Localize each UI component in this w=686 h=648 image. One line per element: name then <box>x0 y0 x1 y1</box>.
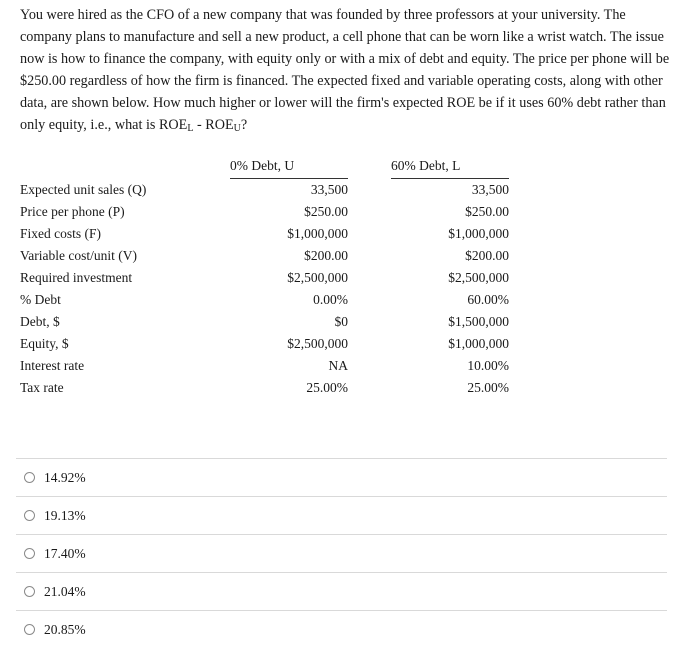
value-l: $1,000,000 <box>448 336 509 351</box>
answer-option[interactable] <box>16 496 667 534</box>
table-row <box>20 245 509 267</box>
answer-option-label: 21.04% <box>44 583 86 599</box>
gap-cell <box>348 311 391 333</box>
radio-button[interactable] <box>24 586 35 597</box>
value-l: 25.00% <box>467 380 509 395</box>
value-u: 33,500 <box>310 182 348 197</box>
question-end: ? <box>240 117 248 133</box>
gap-cell <box>348 377 391 399</box>
row-label: Fixed costs (F) <box>20 226 101 241</box>
gap-cell <box>348 267 391 289</box>
value-u: $200.00 <box>304 248 348 263</box>
question-body: You were hired as the CFO of a new company that was founded by three professors at your university. The company plans to manufacture and sell a new product, a cell phone that can be worn like a wrist watch. The issue now is how to finance the company, with equity only or with a mix of debt and equity. The price per phone will be $250.00 regardless of how the firm is financed. The expected fixed and variable operating costs, along with other data, are shown below. How much higher or lower will the firm's expected ROE be if it uses 60% debt rather than only equity, i.e., what is ROE <box>20 7 670 133</box>
column-header-u <box>230 158 348 179</box>
value-l: 33,500 <box>471 182 509 197</box>
answer-choices <box>16 458 667 648</box>
row-label: Tax rate <box>20 380 64 395</box>
gap-cell <box>348 289 391 311</box>
value-u: $2,500,000 <box>287 270 348 285</box>
value-l: $2,500,000 <box>448 270 509 285</box>
gap-cell <box>348 179 391 202</box>
table-row <box>20 201 509 223</box>
gap-cell <box>348 355 391 377</box>
radio-button[interactable] <box>24 472 35 483</box>
value-l: 60.00% <box>467 292 509 307</box>
row-label: Required investment <box>20 270 133 285</box>
row-label: Price per phone (P) <box>20 204 125 219</box>
row-label: Equity, $ <box>20 336 69 351</box>
gap-cell <box>348 201 391 223</box>
table-row <box>20 223 509 245</box>
table-header-row <box>20 158 509 179</box>
column-header-u-label: 0% Debt, U <box>230 158 295 173</box>
subscript-l: L <box>187 123 194 134</box>
answer-option[interactable] <box>16 534 667 572</box>
row-label: Interest rate <box>20 358 85 373</box>
value-l: $1,500,000 <box>448 314 509 329</box>
value-u: $250.00 <box>304 204 348 219</box>
value-u: $2,500,000 <box>287 336 348 351</box>
value-u: 25.00% <box>306 380 348 395</box>
table-row <box>20 179 509 202</box>
value-u: 0.00% <box>313 292 348 307</box>
value-u: $1,000,000 <box>287 226 348 241</box>
row-label: % Debt <box>20 292 61 307</box>
table-body <box>20 179 509 400</box>
question-minus: - ROE <box>193 117 234 133</box>
table-row <box>20 333 509 355</box>
answer-option[interactable] <box>16 458 667 496</box>
value-l: $250.00 <box>465 204 509 219</box>
table-row <box>20 377 509 399</box>
gap-cell <box>348 245 391 267</box>
table-row <box>20 311 509 333</box>
table-row <box>20 355 509 377</box>
data-table <box>20 158 509 399</box>
answer-option-label: 14.92% <box>44 469 86 485</box>
question-text <box>20 4 670 136</box>
answer-option-label: 19.13% <box>44 507 86 523</box>
answer-option[interactable] <box>16 572 667 610</box>
value-l: 10.00% <box>467 358 509 373</box>
radio-button[interactable] <box>24 548 35 559</box>
row-label: Debt, $ <box>20 314 60 329</box>
column-header-l-label: 60% Debt, L <box>391 158 461 173</box>
radio-button[interactable] <box>24 624 35 635</box>
row-label: Variable cost/unit (V) <box>20 248 137 263</box>
radio-button[interactable] <box>24 510 35 521</box>
header-blank <box>20 158 230 179</box>
answer-option-label: 20.85% <box>44 621 86 637</box>
gap-cell <box>348 223 391 245</box>
value-l: $1,000,000 <box>448 226 509 241</box>
subscript-u: U <box>233 123 241 134</box>
answer-option[interactable] <box>16 610 667 648</box>
table-row <box>20 289 509 311</box>
value-u: $0 <box>334 314 348 329</box>
table-row <box>20 267 509 289</box>
answer-option-label: 17.40% <box>44 545 86 561</box>
value-u: NA <box>328 358 348 373</box>
value-l: $200.00 <box>465 248 509 263</box>
data-table-container <box>20 158 520 399</box>
column-header-l <box>391 158 509 179</box>
row-label: Expected unit sales (Q) <box>20 181 147 197</box>
gap-cell <box>348 333 391 355</box>
header-gap <box>348 158 391 179</box>
